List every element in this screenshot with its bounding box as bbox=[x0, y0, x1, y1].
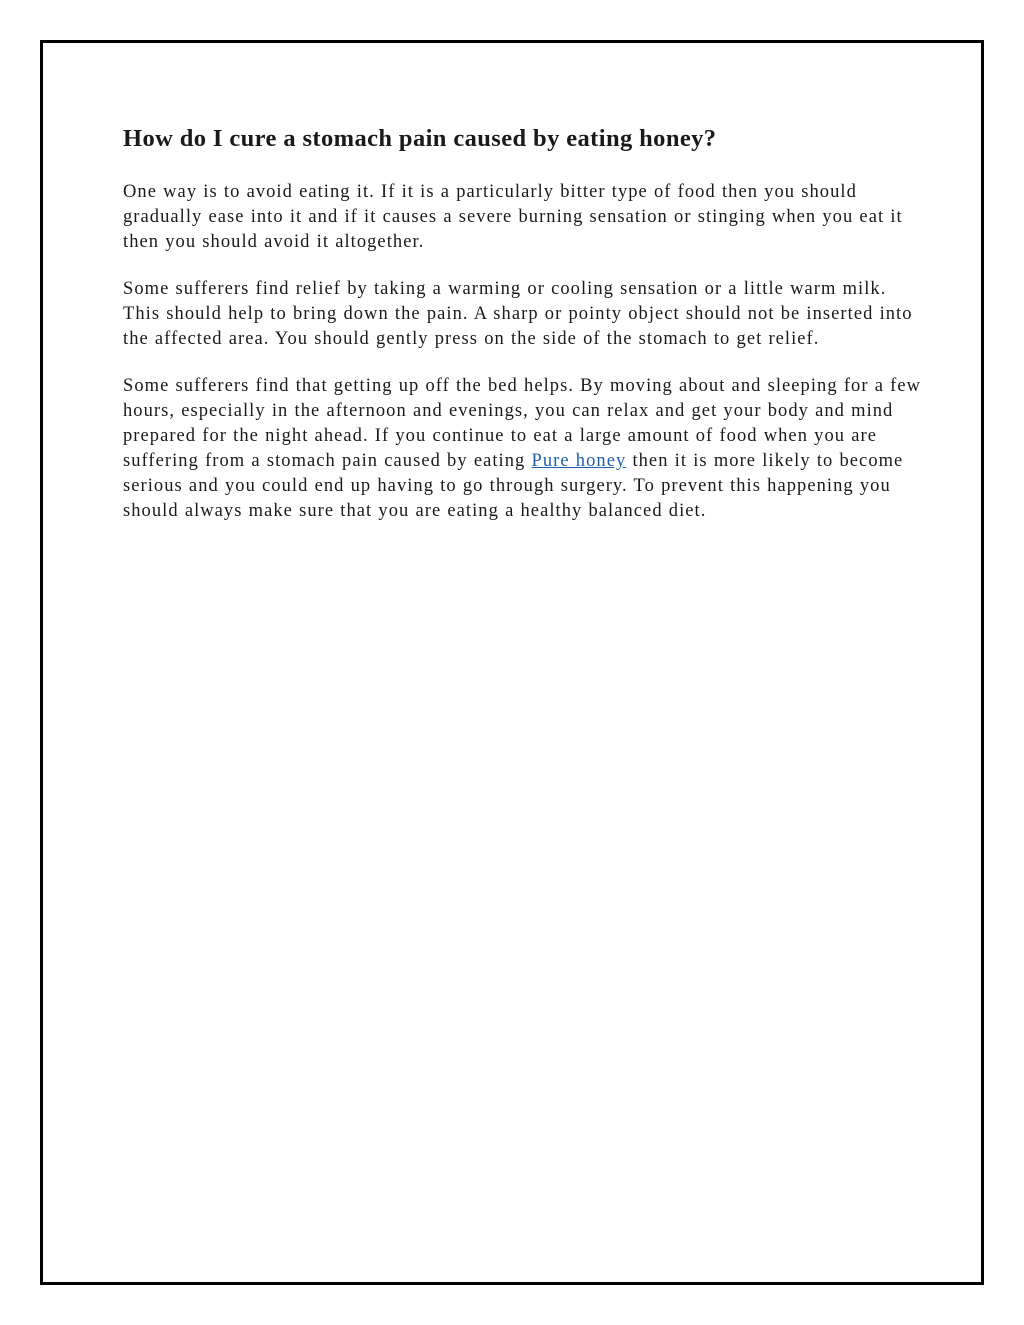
paragraph-3-text-end: then it is more likely to become serious and you could end up having to go through surgery. To prevent this happening you should always make sure that you are eating a healthy balanced diet. bbox=[123, 451, 904, 521]
paragraph-3-text-start: Some sufferers find that getting up off the bed helps. By moving about and sleeping for a few hours, especially in the afternoon and evenings, you can relax and get your body and mind prepared for the night ahead. If you continue to eat a large amount of food when you are suffering from a stomach pain caused by eating bbox=[123, 376, 922, 471]
page-border bbox=[40, 40, 984, 1285]
pure-honey-link[interactable]: Pure honey bbox=[531, 451, 627, 471]
paragraph-2: Some sufferers find relief by taking a warming or cooling sensation or a little warm milk. This should help to bring down the pain. A sharp or pointy object should not be inserted into the affected area. You should gently press on the side of the stomach to get relief. bbox=[123, 279, 913, 349]
paragraph-3 bbox=[123, 374, 923, 524]
paragraph-1: One way is to avoid eating it. If it is a particularly bitter type of food then you should gradually ease into it and if it causes a severe burning sensation or stinging when you eat it then you should avoid it altogether. bbox=[123, 182, 903, 252]
article-title: How do I cure a stomach pain caused by eating honey? bbox=[123, 125, 717, 152]
article-body bbox=[123, 123, 923, 546]
